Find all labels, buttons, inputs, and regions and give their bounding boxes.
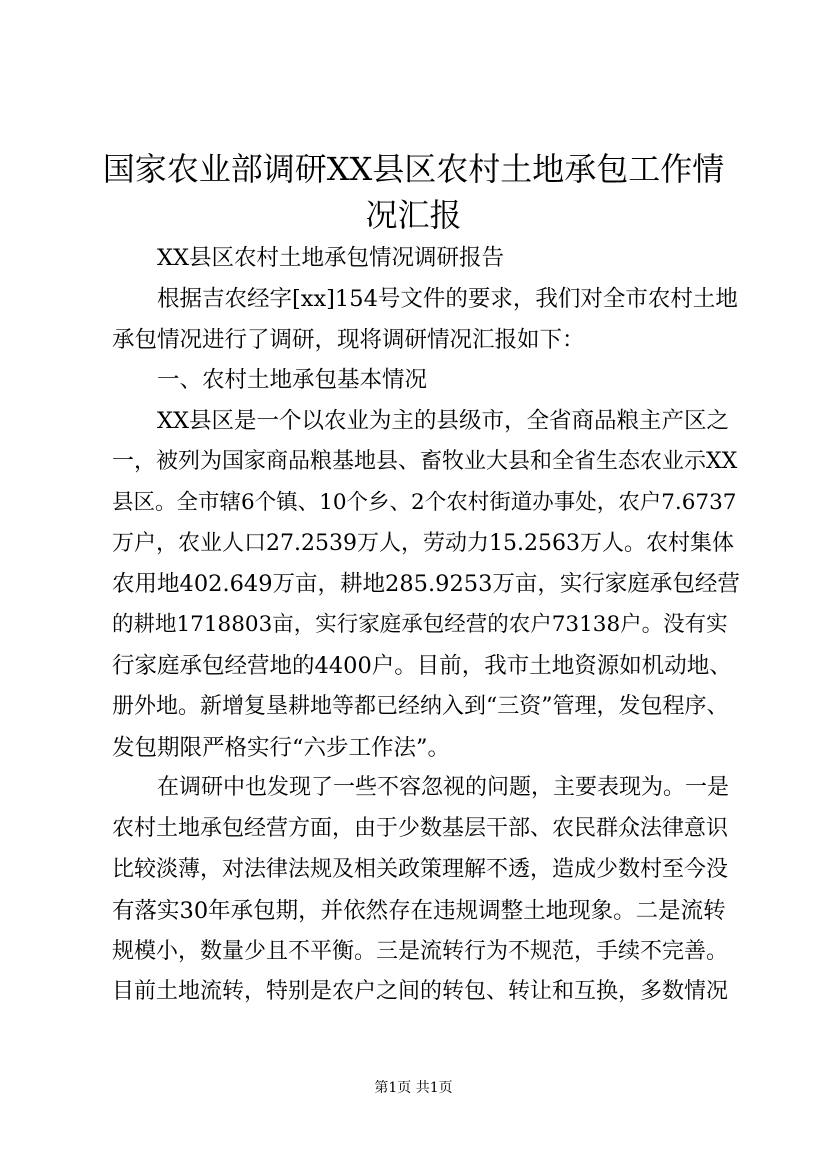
- body-line: 在调研中也发现了一些不容忽视的问题，主要表现为。一是: [157, 775, 730, 801]
- body-line: 万户，农业人口27.2539万人，劳动力15.2563万人。农村集体: [112, 530, 734, 556]
- body-line: 农村土地承包经营方面，由于少数基层干部、农民群众法律意识: [112, 816, 729, 842]
- title-line: 况汇报: [365, 196, 462, 234]
- body-line: 规模小，数量少且不平衡。三是流转行为不规范，手续不完善。: [112, 938, 729, 964]
- body-line: 一，被列为国家商品粮基地县、畜牧业大县和全省生态农业示XX: [112, 448, 738, 474]
- body-line: 一、农村土地承包基本情况: [157, 367, 428, 394]
- body-line: 比较淡薄，对法律法规及相关政策理解不透，造成少数村至今没: [112, 856, 729, 882]
- body-line: 发包期限严格实行“六步工作法”。: [112, 734, 451, 761]
- body-line: XX县区是一个以农业为主的县级市，全省商品粮主产区之: [157, 408, 730, 435]
- body-line: XX县区农村土地承包情况调研报告: [157, 245, 505, 271]
- body-line: 有落实30年承包期，并依然存在违规调整土地现象。二是流转: [112, 897, 726, 924]
- body-line: 行家庭承包经营地的4400户。目前，我市土地资源如机动地、: [112, 652, 732, 679]
- body-line: 承包情况进行了调研，现将调研情况汇报如下：: [112, 326, 585, 353]
- body-line: 县区。全市辖6个镇、10个乡、2个农村街道办事处，农户7.6737: [112, 489, 737, 515]
- body-line: 的耕地1718803亩，实行家庭承包经营的农户73138户。没有实: [112, 612, 728, 638]
- body-line: 目前土地流转，特别是农户之间的转包、转让和互换，多数情况: [112, 979, 729, 1005]
- body-line: 根据吉农经字[xx]154号文件的要求，我们对全市农村土地: [157, 285, 738, 312]
- page-footer: 第1页 共1页: [374, 1080, 453, 1096]
- document-body: [112, 238, 740, 1013]
- body-line: 册外地。新增复垦耕地等都已经纳入到“三资”管理，发包程序、: [112, 693, 729, 719]
- document-title: [90, 146, 737, 238]
- body-line: 农用地402.649万亩，耕地285.9253万亩，实行家庭承包经营: [112, 571, 740, 598]
- title-line: 国家农业部调研XX县区农村土地承包工作情: [102, 150, 725, 188]
